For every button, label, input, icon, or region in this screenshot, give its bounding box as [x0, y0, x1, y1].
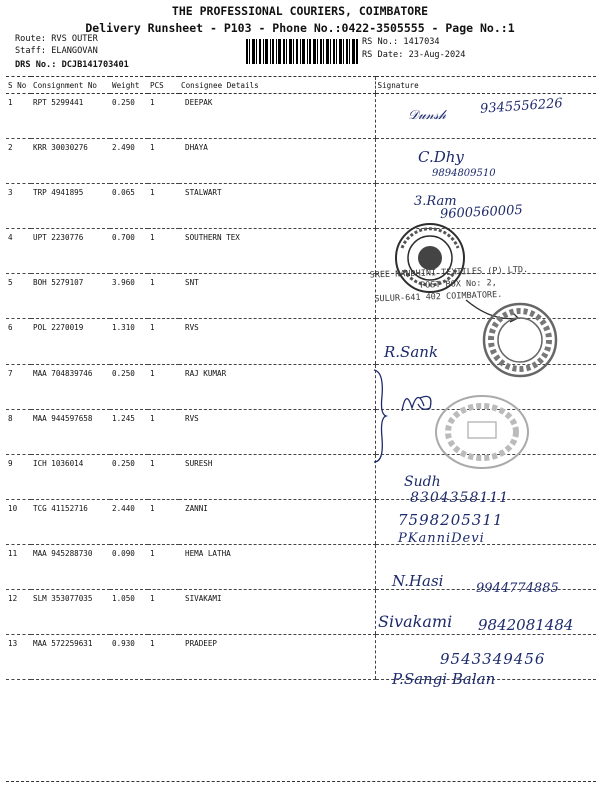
consignment-number-cell: RPT 5299441 [31, 94, 110, 139]
pcs-cell: 1 [148, 319, 179, 364]
signature-row11: N.Hasi [392, 572, 444, 590]
signature-row3: 3.Ram [414, 194, 457, 209]
consignment-number-cell: BOH 5279107 [31, 274, 110, 319]
weight-cell: 0.700 [110, 229, 148, 274]
consignee-cell: RVS [179, 319, 375, 364]
barcode-image [246, 39, 358, 64]
consignment-number-cell: MAA 945288730 [31, 544, 110, 589]
sno-cell: 13 [6, 635, 31, 680]
table-header-row [6, 77, 596, 94]
col-header-sno: S No [6, 77, 31, 94]
pcs-cell: 1 [148, 94, 179, 139]
address-stamp-line2: POST BOX No: 2, [419, 278, 497, 291]
signature-row9: Sudh [404, 474, 441, 490]
consignee-cell: STALWART [179, 184, 375, 229]
company-title: THE PROFESSIONAL COURIERS, COIMBATORE [171, 4, 429, 18]
pcs-cell: 1 [148, 544, 179, 589]
signature-row2: C.Dhy [418, 148, 464, 166]
pcs-cell: 1 [148, 499, 179, 544]
signature-row11-phone: 9944774885 [476, 581, 559, 596]
pcs-cell: 1 [148, 590, 179, 635]
col-header-consignee: Consignee Details [179, 77, 375, 94]
signature-row13: P.Sangi Balan [392, 670, 496, 688]
col-header-weight: Weight [110, 77, 148, 94]
pcs-cell: 1 [148, 635, 179, 680]
signature-row12: Sivakami [378, 612, 453, 631]
sno-cell: 4 [6, 229, 31, 274]
table-row [6, 139, 596, 184]
consignment-number-cell: MAA 572259631 [31, 635, 110, 680]
weight-cell: 3.960 [110, 274, 148, 319]
weight-cell: 0.250 [110, 364, 148, 409]
address-stamp-line3: SULUR-641 402 COIMBATORE. [374, 289, 503, 305]
pcs-cell: 1 [148, 139, 179, 184]
consignee-cell: DHAYA [179, 139, 375, 184]
signature-row12-phone: 9842081484 [478, 616, 574, 634]
weight-cell: 1.310 [110, 319, 148, 364]
bracket-mark [370, 366, 390, 466]
sno-cell: 7 [6, 364, 31, 409]
consignee-cell: RAJ KUMAR [179, 364, 375, 409]
weight-cell: 0.250 [110, 454, 148, 499]
consignment-number-cell: MAA 944597658 [31, 409, 110, 454]
consignee-cell: RVS [179, 409, 375, 454]
sno-cell: 1 [6, 94, 31, 139]
sno-cell: 5 [6, 274, 31, 319]
drs-number: DRS No.: DCJB141703401 [15, 60, 129, 70]
col-header-signature: Signature [375, 77, 596, 94]
polytechnic-round-stamp [480, 300, 560, 380]
signature-row9-phone: 8304358111 [410, 490, 510, 506]
weight-cell: 2.440 [110, 499, 148, 544]
pcs-cell: 1 [148, 184, 179, 229]
weight-cell: 0.930 [110, 635, 148, 680]
col-header-consignment: Consignment No [31, 77, 110, 94]
campus-round-stamp [432, 392, 532, 472]
weight-cell: 0.090 [110, 544, 148, 589]
pcs-cell: 1 [148, 364, 179, 409]
consignment-number-cell: UPT 2230776 [31, 229, 110, 274]
signature-row3-phone: 9600560005 [439, 202, 524, 223]
pcs-cell: 1 [148, 454, 179, 499]
rs-number: RS No.: 1417034 [362, 37, 440, 47]
consignee-cell: ZANNI [179, 499, 375, 544]
route-label: Route: RVS OUTER [15, 34, 98, 44]
signature-row10-name: PKanniDevi [398, 531, 485, 546]
sno-cell: 3 [6, 184, 31, 229]
sno-cell: 12 [6, 590, 31, 635]
consignee-cell: SIVAKAMI [179, 590, 375, 635]
weight-cell: 0.065 [110, 184, 148, 229]
weight-cell: 0.250 [110, 94, 148, 139]
staff-label: Staff: ELANGOVAN [15, 46, 98, 56]
signature-row2-phone: 9894809510 [432, 168, 496, 179]
signature-row13-phone: 9543349456 [440, 650, 546, 668]
address-stamp-line1: SREE NANDHINI TEXTILES (P) LTD. [369, 264, 529, 281]
signature-row1: 𝒟𝓊𝓃𝓈𝒽 [408, 108, 446, 123]
consignment-number-cell: TCG 41152716 [31, 499, 110, 544]
signature-row6: R.Sank [384, 343, 439, 361]
runsheet-subtitle: Delivery Runsheet - P103 - Phone No.:0422-3505555 - Page No.:1 [85, 21, 515, 35]
sno-cell: 9 [6, 454, 31, 499]
sno-cell: 11 [6, 544, 31, 589]
consignment-number-cell: KRR 30030276 [31, 139, 110, 184]
sno-cell: 8 [6, 409, 31, 454]
table-row [6, 499, 596, 544]
consignee-cell: SURESH [179, 454, 375, 499]
consignee-cell: PRADEEP [179, 635, 375, 680]
sno-cell: 6 [6, 319, 31, 364]
consignee-cell: HEMA LATHA [179, 544, 375, 589]
weight-cell: 2.490 [110, 139, 148, 184]
pcs-cell: 1 [148, 409, 179, 454]
pcs-cell: 1 [148, 274, 179, 319]
consignee-cell: SOUTHERN TEX [179, 229, 375, 274]
consignment-number-cell: MAA 704839746 [31, 364, 110, 409]
consignee-cell: DEEPAK [179, 94, 375, 139]
consignment-number-cell: TRP 4941895 [31, 184, 110, 229]
bottom-divider [6, 781, 596, 782]
signature-row10-phone: 7598205311 [398, 511, 504, 529]
weight-cell: 1.050 [110, 590, 148, 635]
pcs-cell: 1 [148, 229, 179, 274]
signature-row1-phone: 9345556226 [479, 96, 564, 117]
consignment-number-cell: SLM 353077035 [31, 590, 110, 635]
weight-cell: 1.245 [110, 409, 148, 454]
consignment-number-cell: ICH 1036014 [31, 454, 110, 499]
rs-date: RS Date: 23-Aug-2024 [362, 50, 466, 60]
consignee-cell: SNT [179, 274, 375, 319]
sno-cell: 10 [6, 499, 31, 544]
col-header-pcs: PCS [148, 77, 179, 94]
consignment-number-cell: POL 2270019 [31, 319, 110, 364]
sno-cell: 2 [6, 139, 31, 184]
